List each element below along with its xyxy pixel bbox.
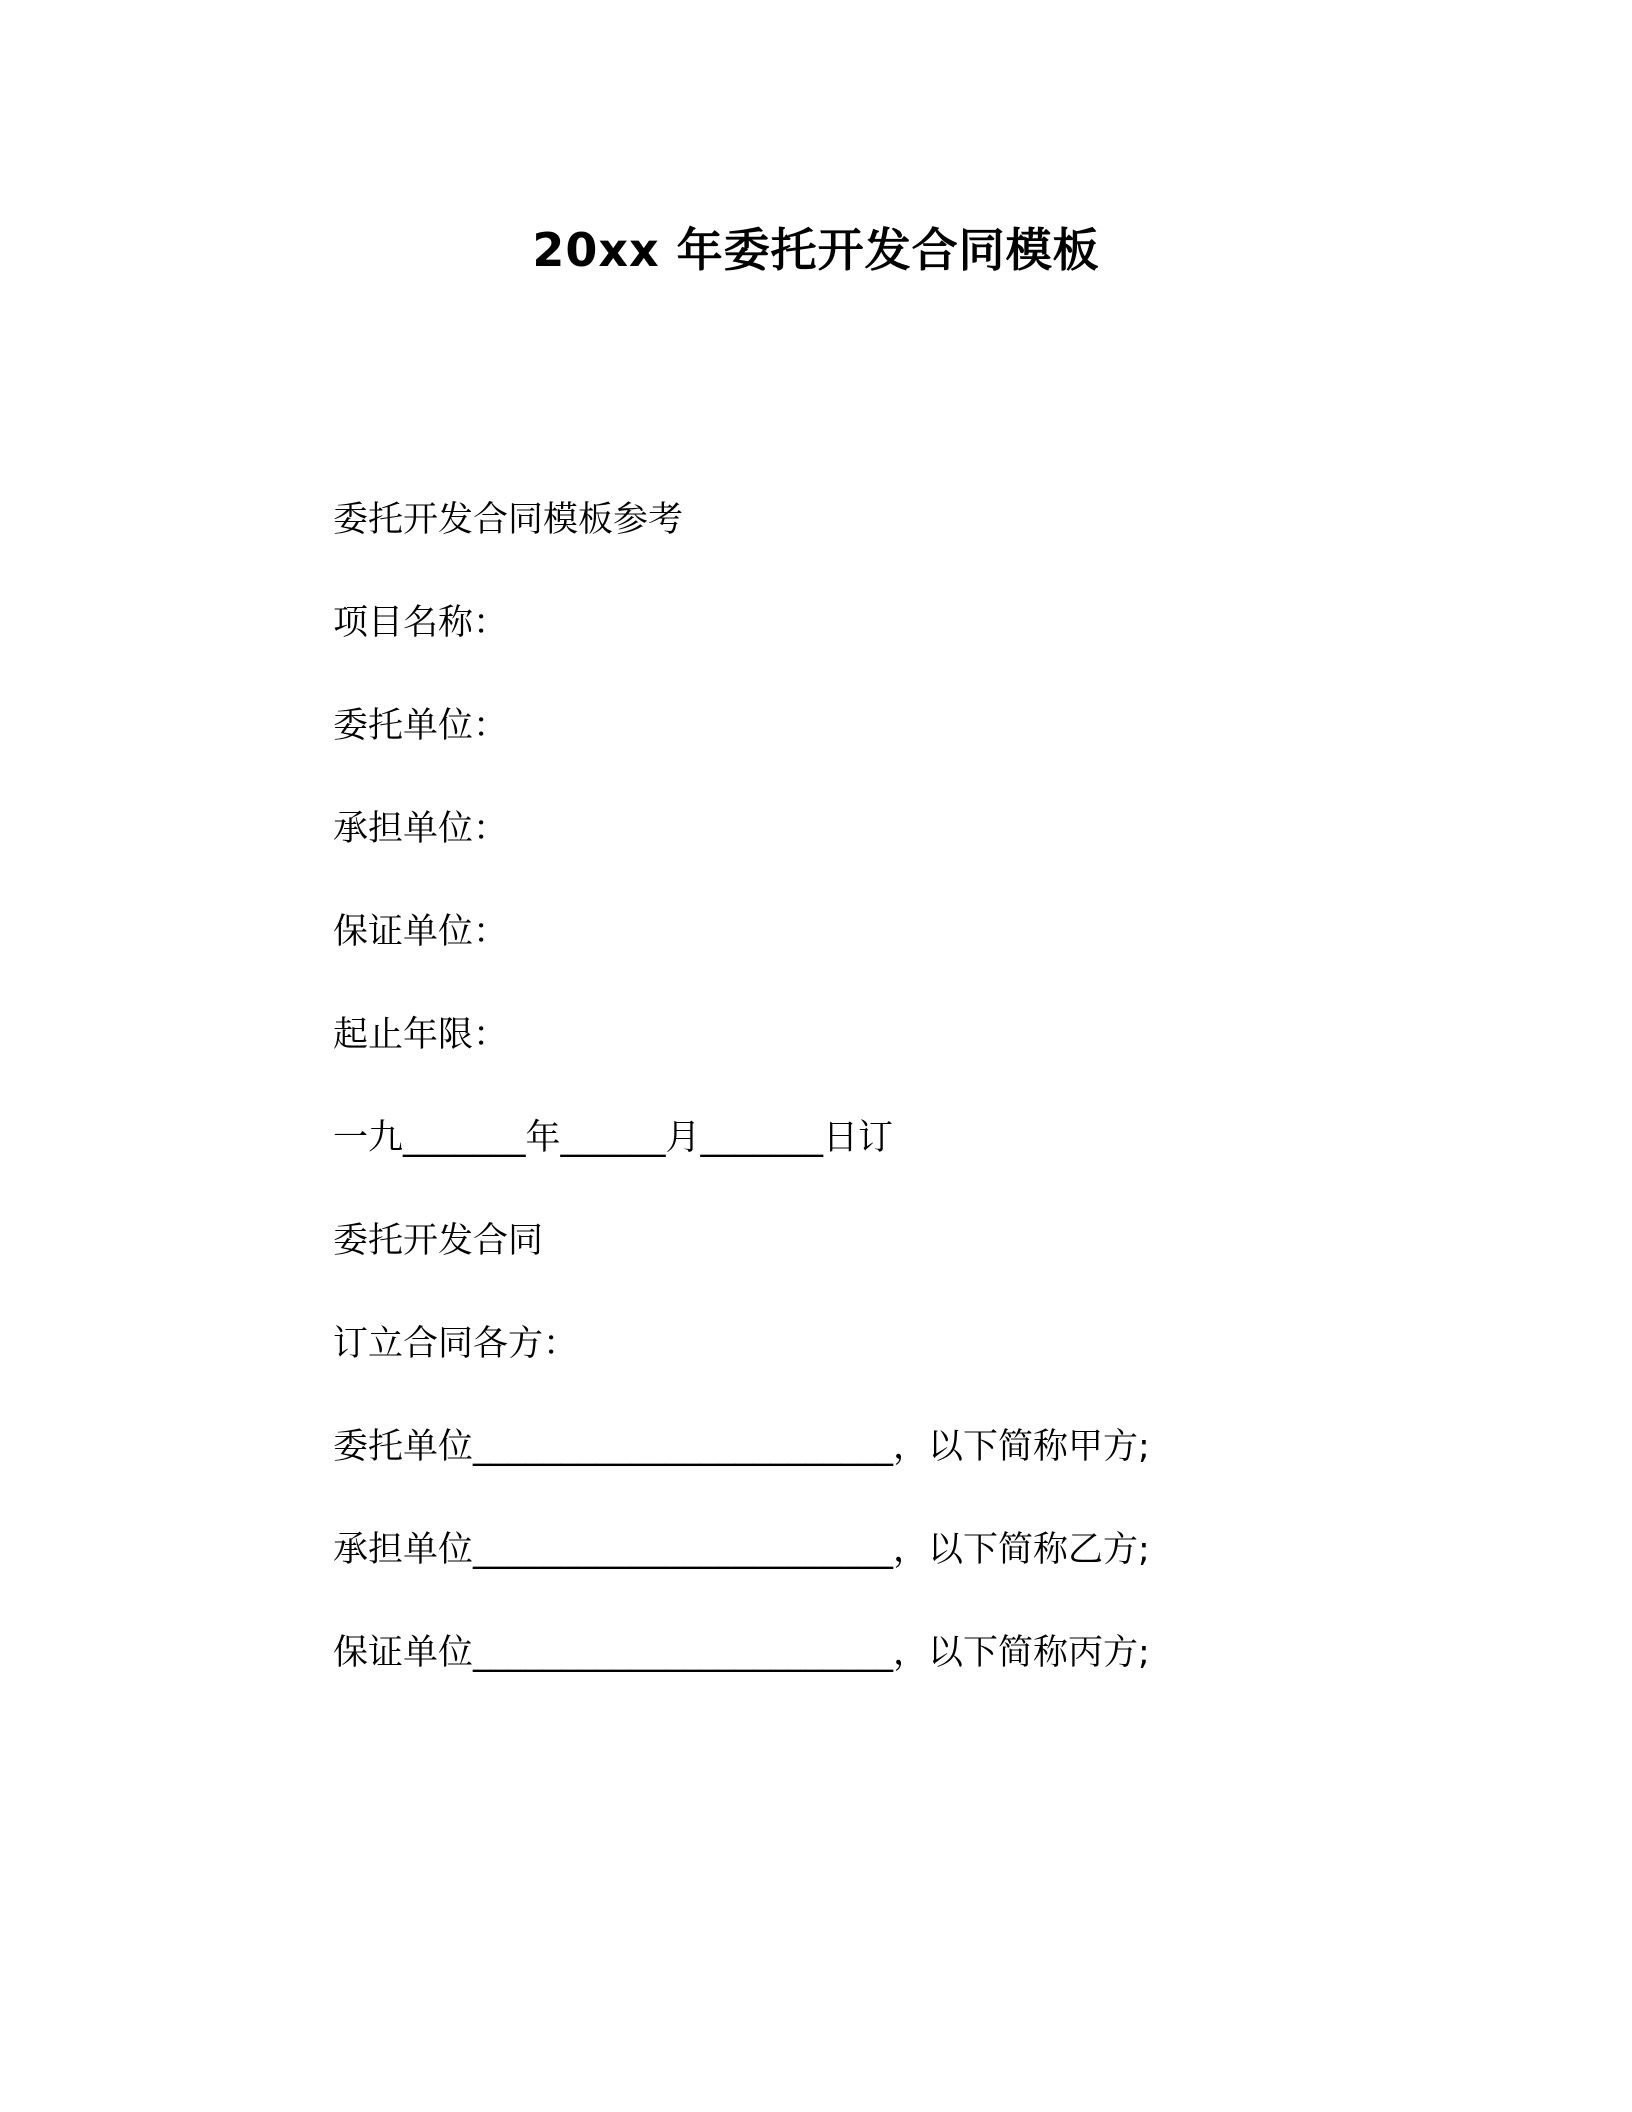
field-client-unit: 委托单位：	[333, 706, 509, 746]
document-title: 20xx 年委托开发合同模板	[532, 223, 1100, 277]
subtitle-reference: 委托开发合同模板参考	[333, 500, 684, 540]
party-c-line: 保证单位________________________，以下简称丙方;	[333, 1633, 1150, 1673]
parties-heading: 订立合同各方：	[333, 1324, 579, 1364]
party-b-line: 承担单位________________________，以下简称乙方;	[333, 1530, 1150, 1570]
contract-heading: 委托开发合同	[333, 1221, 544, 1261]
field-guarantor-unit: 保证单位：	[333, 912, 509, 952]
signing-date-line: 一九_______年______月_______日订	[333, 1118, 894, 1158]
field-project-name: 项目名称：	[333, 603, 509, 643]
field-contractor-unit: 承担单位：	[333, 809, 509, 849]
field-term: 起止年限：	[333, 1015, 509, 1055]
party-a-line: 委托单位________________________，以下简称甲方;	[333, 1427, 1150, 1467]
